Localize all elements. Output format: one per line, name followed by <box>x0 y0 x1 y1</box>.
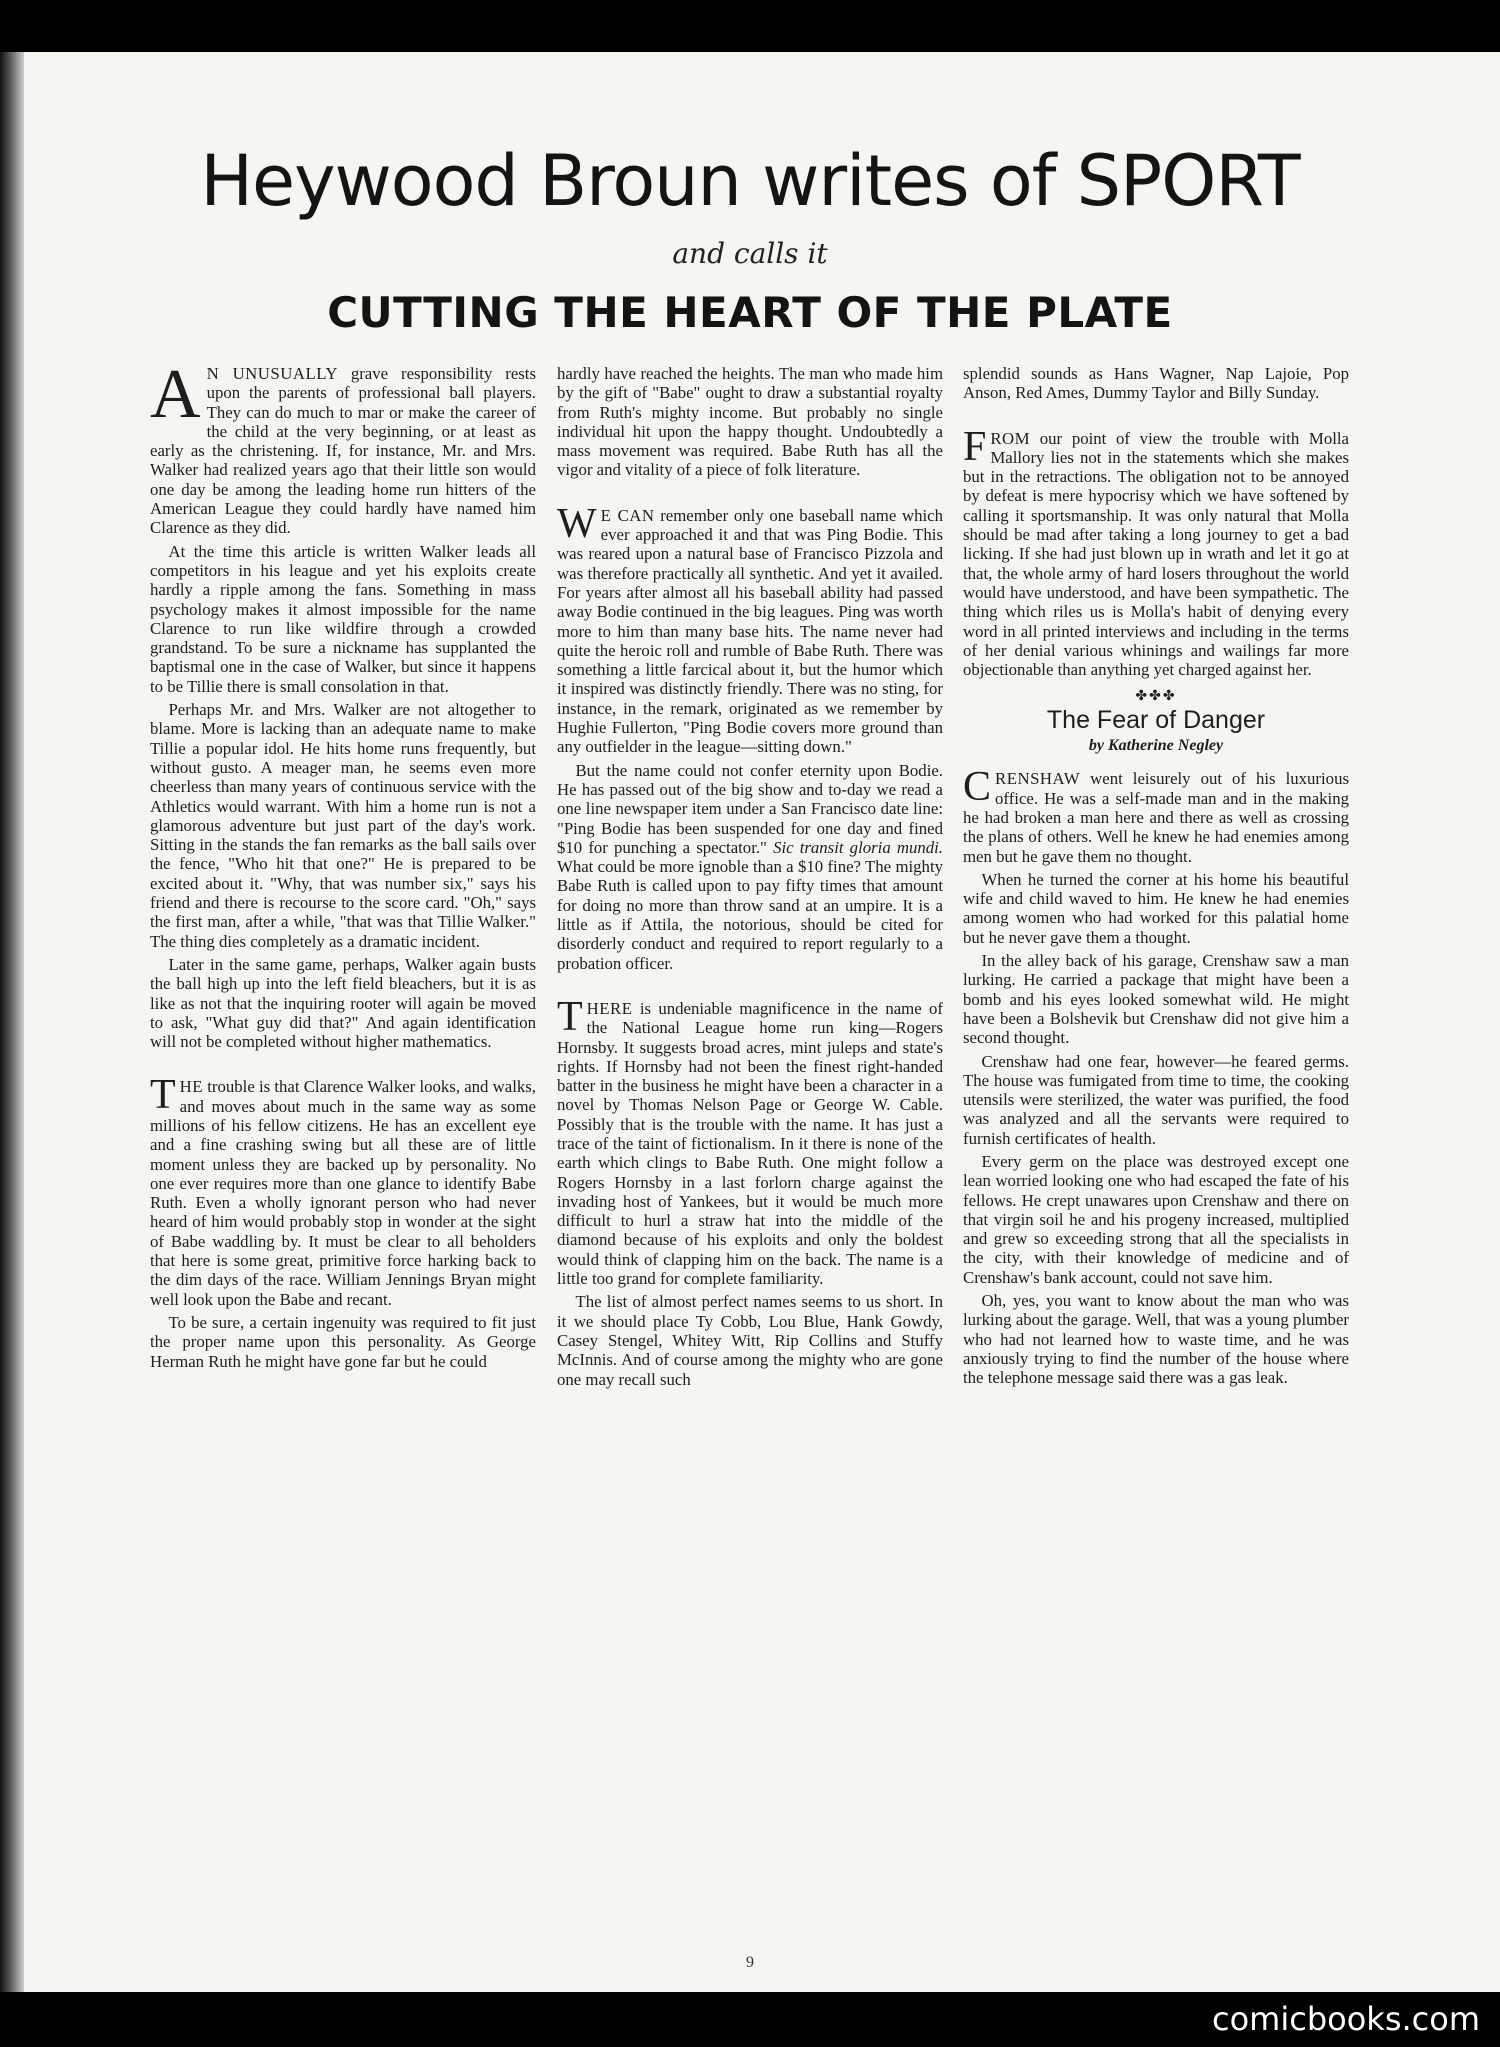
text-column-2 <box>557 364 943 1974</box>
paragraph: Later in the same game, perhaps, Walker again busts the ball high up into the left field bleachers, but it is as like as not that the inquiring rooter will again be moved to ask, "What guy did that?" And again identification will not be completed without higher mathematics. <box>150 954 536 1052</box>
drop-cap: A <box>150 364 201 433</box>
story-title: The Fear of Danger <box>1046 705 1266 734</box>
paragraph: hardly have reached the heights. The man who made him by the gift of "Babe" ought to draw a substantial royalty from Ruth's mighty income. But probably no single individual hit upon the happy thought. Undoubtedly a mass movement was required. Babe Ruth has all the vigor and vitality of a piece of folk literature. <box>557 364 943 480</box>
paragraph <box>557 500 943 757</box>
section-ornament: ✤✤✤ <box>1135 689 1177 705</box>
paragraph-text: went leisurely out of his luxurious office. He was a self-made man and in the making he had broken a man here and there as well as crossing the plans of others. Well he knew he had enemies among men but he gave them no thought. <box>963 769 1349 866</box>
drop-cap: F <box>963 423 987 470</box>
story-byline: by Katherine Negley <box>1088 737 1224 755</box>
lead-in: ROM <box>990 428 1031 448</box>
article-subtitle: and calls it <box>672 237 828 270</box>
lead-in: N UNUSUALLY <box>206 364 338 383</box>
paragraph <box>963 423 1349 680</box>
paragraph: Perhaps Mr. and Mrs. Walker are not altogether to blame. More is lacking than an adequate name to make Tillie a popular idol. He hits home runs frequently, but without gusto. A meager man, he seems even more cheerless than many years of continuous service with the Athletics would warrant. With him a home run is not a glamorous adventure but just part of the day's work. Sitting in the stands the fan remarks as the ball sails over the fence, "Who hit that one?" He is prepared to be excited about it. "Why, that was number six," says his friend and there is recourse to the score card. "Oh," says the first man, after a while, "that was that Tillie Walker." The thing dies completely as a dramatic incident. <box>150 700 536 951</box>
italic-phrase: Sic transit gloria mundi. <box>773 837 943 857</box>
paragraph: When he turned the corner at his home his beautiful wife and child waved to him. He knew he had enemies among women who had worked for this palatial home but he never gave them a thought. <box>963 869 1349 947</box>
paragraph: The list of almost perfect names seems to us short. In it we should place Ty Cobb, Lou Blue, Hank Gowdy, Casey Stengel, Whitey Witt, Rip Collins and Stuffy McInnis. And of course among the mighty who are gone one may recall such <box>557 1292 943 1389</box>
paragraph: splendid sounds as Hans Wagner, Nap Lajoie, Pop Anson, Red Ames, Dummy Taylor and Billy Sunday. <box>963 364 1349 403</box>
paragraph <box>150 364 536 538</box>
lead-in: RENSHAW <box>995 769 1081 789</box>
paragraph-text: What could be more ignoble than a $10 fine? The mighty Babe Ruth is called upon to pay fifty times that amount for doing no more than throw sand at an umpire. It is a little as if Attila, the notorious, should be cited for disorderly conduct and required to report regularly to a probation officer. <box>557 857 943 973</box>
paragraph: Oh, yes, you want to know about the man who was lurking about the garage. Well, that was a young plumber who had not learned how to waste time, and he was anxiously trying to find the number of the house where the telephone message said there was a gas leak. <box>963 1291 1349 1388</box>
paragraph-text: remember only one baseball name which ever approached it and that was Ping Bodie. This was reared upon a natural base of Francisco Pizzola and was therefore practically all synthetic. And yet it availed. For years after almost all his baseball ability had passed away Bodie continued in the big leagues. Ping was worth more to him than many base hits. The name never had quite the heroic roll and rumble of Babe Ruth. There was something a little farcical about it, but the humor which it inspired was distinctly friendly. There was no sting, for instance, in the remark, originated as we remember by Hughie Fullerton, "Ping Bodie covers more ground than any outfielder in the league—sitting down." <box>557 505 943 757</box>
paragraph-text: trouble is that Clarence Walker looks, and walks, and moves about much in the same way as some millions of his fellow citizens. He has an excellent eye and a fine crashing swing but all these are of little moment unless they are backed up by personality. No one ever requires more than one glance to identify Babe Ruth. Even a wholly ignorant person who had never heard of him would probably stop in wonder at the sight of Babe waddling by. It must be clear to all beholders that here is some great, primitive force harking back to the dim days of the race. William Jennings Bryan might well look upon the Babe and recant. <box>150 1077 536 1309</box>
drop-cap: T <box>557 993 583 1040</box>
lead-in: HE <box>179 1077 204 1097</box>
article-headline: CUTTING THE HEART OF THE PLATE <box>327 288 1173 337</box>
drop-cap: T <box>150 1072 176 1119</box>
paragraph <box>557 761 943 973</box>
paragraph: Crenshaw had one fear, however—he feared germs. The house was fumigated from time to time, the cooking utensils were sterilized, the water was purified, the food was analyzed and all the servants were required to furnish certificates of health. <box>963 1051 1349 1148</box>
page-number: 9 <box>746 1954 754 1971</box>
text-column-1 <box>150 364 536 1974</box>
drop-cap: W <box>557 500 597 547</box>
paragraph-text: our point of view the trouble with Molla Mallory lies not in the statements which she makes but in the retractions. The obligation not to be annoyed by defeat is mere hypocrisy which we have softened by calling it sportsmanship. It was only natural that Molla should be mad after taking a long journey to get a bad licking. If she had just blown up in wrath and let it go at that, the whole army of hard losers throughout the world would have understood, and have been sympathetic. The thing which riles us is Molla's habit of denying every word in all printed interviews and including in the terms of her denial various whinings and wailings far more objectionable than anything yet charged against her. <box>963 428 1349 680</box>
paragraph <box>557 993 943 1289</box>
paragraph: In the alley back of his garage, Crenshaw saw a man lurking. He carried a package that might have been a bomb and his eyes looked somewhat wild. He might have been a Bolshevik but Crenshaw did not give him a second thought. <box>963 951 1349 1048</box>
lead-in: HERE <box>586 998 633 1018</box>
paragraph-text: grave responsibility rests upon the parents of professional ball players. They can do much to mar or make the career of the child at the very beginning, or at least as early as the christening. If, for instance, Mr. and Mrs. Walker had realized years ago that their little son would one day be among the leading home run hitters of the American League they could hardly have named him Clarence as they did. <box>150 364 536 538</box>
paragraph: At the time this article is written Walker leads all competitors in his league and yet his exploits create hardly a ripple among the fans. Something in mass psychology makes it almost impossible for the name Clarence to run like wildfire through a crowded grandstand. To be sure a nickname has supplanted the baptismal one in the case of Walker, but since it happens to be Tillie there is small consolation in that. <box>150 541 536 696</box>
site-watermark: comicbooks.com <box>1196 2000 1496 2038</box>
lead-in: E CAN <box>600 505 655 525</box>
magazine-page <box>0 52 1500 1992</box>
paragraph-text: is undeniable magnificence in the name of the National League home run king—Rogers Hornsby. It suggests broad acres, mint juleps and state's rights. If Hornsby had not been the finest right-handed batter in the business he might have been a character in a novel by Thomas Nelson Page or George W. Cable. Possibly that is the trouble with the name. It has just a trace of the taint of fictionalism. In it there is none of the earth which clings to Babe Ruth. One might follow a Rogers Hornsby in a last forlorn charge against the invading host of Yankees, but it would be much more difficult to hurl a straw hat into the middle of the diamond because of his exploits and only the boldest would think of clapping him on the back. The name is a little too grand for complete familiarity. <box>557 998 943 1289</box>
text-column-3 <box>963 364 1349 1974</box>
paragraph <box>963 764 1349 866</box>
paragraph <box>150 1072 536 1309</box>
paragraph-text: But the name could not confer eternity upon Bodie. He has passed out of the big show and to-day we read a one line newspaper item under a San Francisco date line: "Ping Bodie has been suspended for one day and fined $10 for punching a spectator." <box>557 760 943 857</box>
page-binding-shadow <box>0 52 24 1992</box>
drop-cap: C <box>963 764 992 811</box>
article-title: Heywood Broun writes of SPORT <box>200 140 1300 222</box>
paragraph: Every germ on the place was destroyed except one lean worried looking one who had escaped the fate of his fellows. He crept unawares upon Crenshaw and there on that virgin soil he and his progeny increased, multiplied and grew so exceeding strong that all the specialists in the city, with their knowledge of medicine and of Crenshaw's bank account, could not save him. <box>963 1151 1349 1287</box>
paragraph: To be sure, a certain ingenuity was required to fit just the proper name upon this personality. As George Herman Ruth he might have gone far but he could <box>150 1312 536 1371</box>
